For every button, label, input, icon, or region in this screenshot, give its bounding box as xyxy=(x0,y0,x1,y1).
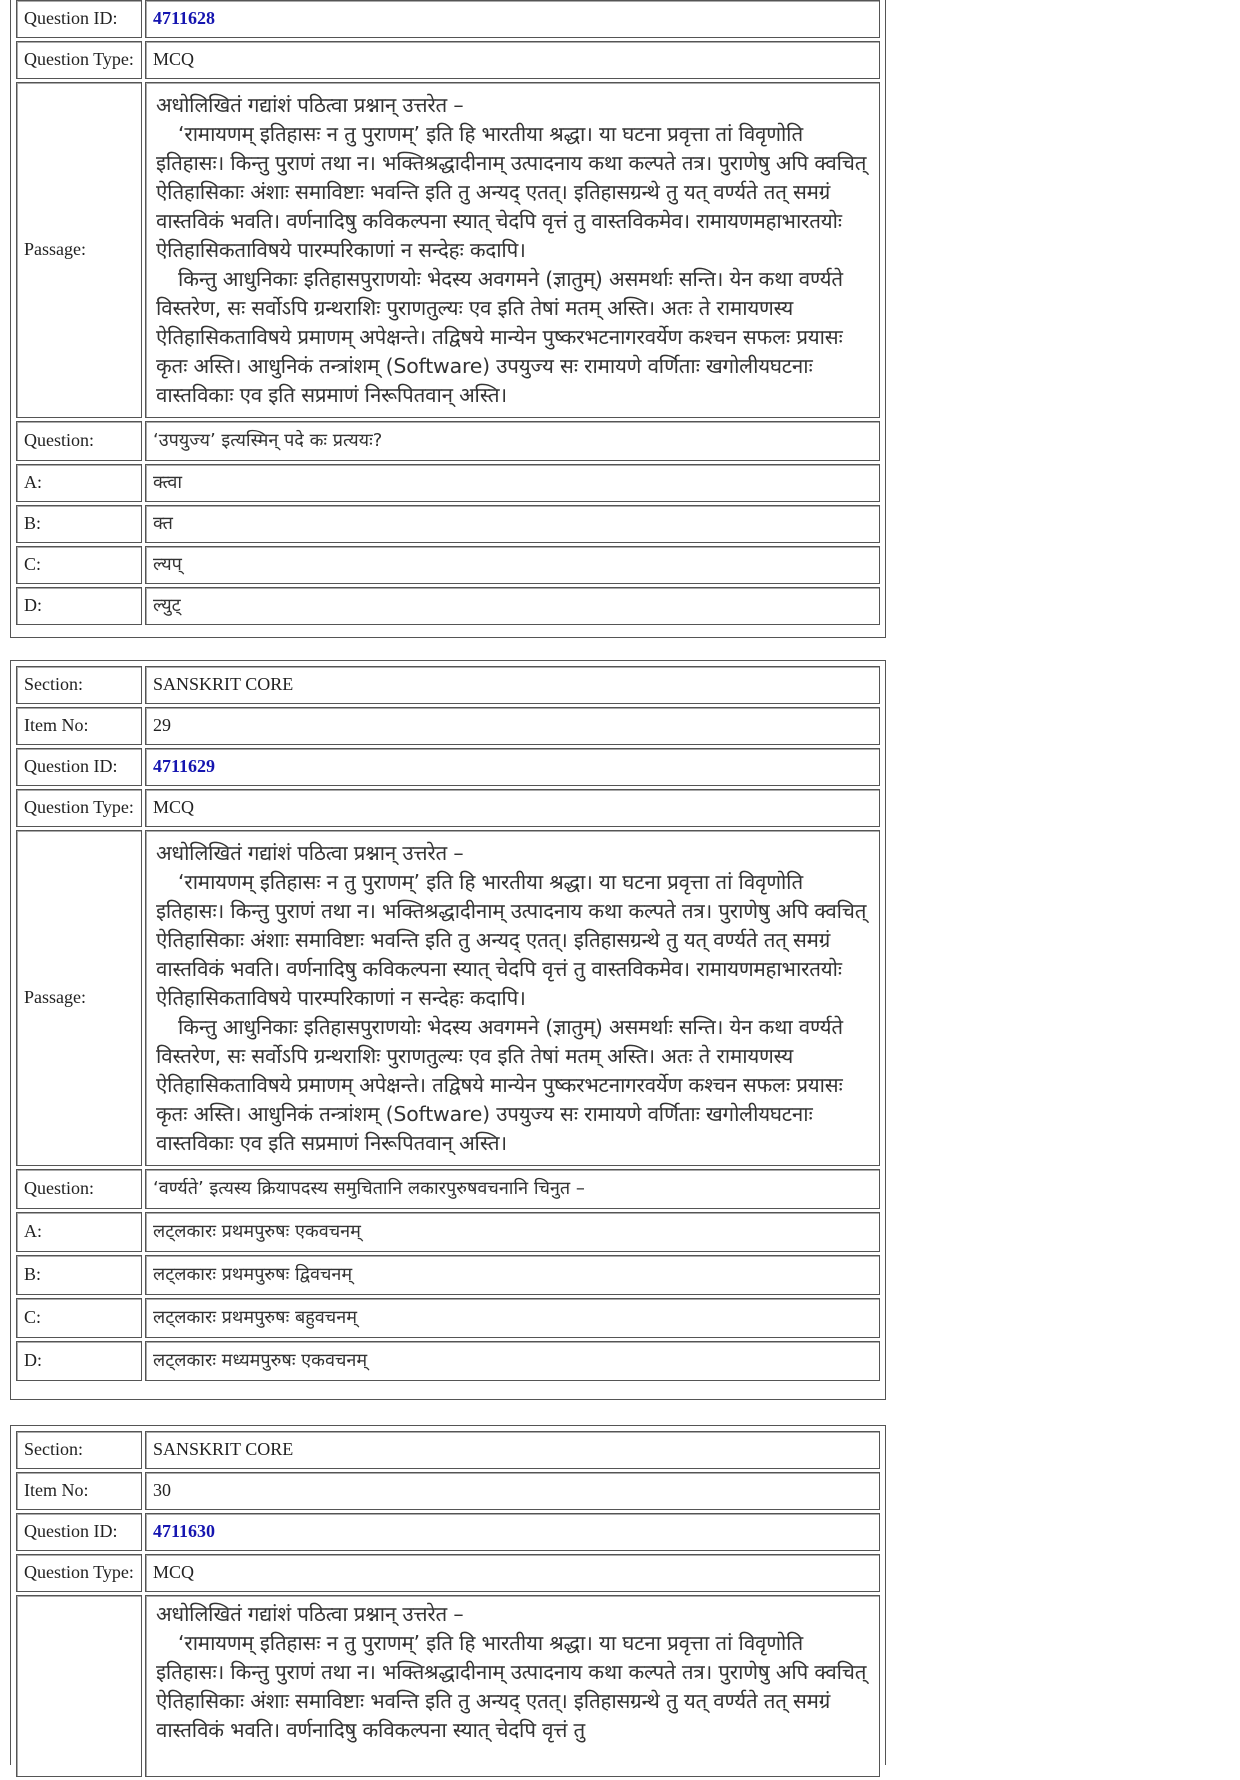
passage-row xyxy=(16,1595,880,1777)
passage-row xyxy=(16,830,880,1166)
passage-text xyxy=(156,839,871,1158)
question-id-row xyxy=(16,748,880,786)
passage-paragraph-2: किन्तु आधुनिकाः इतिहासपुराणयोः भेदस्य अवगमने (ज्ञातुम्) असमर्थाः सन्ति। येन कथा वर्ण्यते विस्तरेण, सः सर्वोऽपि ग्रन्थराशिः पुराणतुल्यः एव इति तेषां मतम् अस्ति। अतः ते रामायणस्य ऐतिहासिकताविषये प्रमाणम् अपेक्षन्ते। तद्विषये मान्येन पुष्करभटनागरवर्येण कश्चन सफलः प्रयासः कृतः अस्ति। आधुनिकं तन्त्रांशम् (Software) उपयुज्य सः रामायणे वर्णिताः खगोलीयघटनाः वास्तविकाः एव इति सप्रमाणं निरूपितवान् अस्ति। xyxy=(156,1014,843,1155)
question-type-value: MCQ xyxy=(145,1554,880,1592)
question-type-label: Question Type: xyxy=(16,1554,142,1592)
question-block-28 xyxy=(10,0,886,638)
passage-paragraph-2: किन्तु आधुनिकाः इतिहासपुराणयोः भेदस्य अवगमने (ज्ञातुम्) असमर्थाः सन्ति। येन कथा वर्ण्यते विस्तरेण, सः सर्वोऽपि ग्रन्थराशिः पुराणतुल्यः एव इति तेषां मतम् अस्ति। अतः ते रामायणस्य ऐतिहासिकताविषये प्रमाणम् अपेक्षन्ते। तद्विषये मान्येन पुष्करभटनागरवर्येण कश्चन सफलः प्रयासः कृतः अस्ति। आधुनिकं तन्त्रांशम् (Software) उपयुज्य सः रामायणे वर्णिताः खगोलीयघटनाः वास्तविकाः एव इति सप्रमाणं निरूपितवान् अस्ति। xyxy=(156,266,843,407)
option-b-text: क्त xyxy=(145,505,880,543)
item-no-value: 29 xyxy=(145,707,880,745)
question-table-30 xyxy=(13,1428,883,1780)
passage-paragraph-1: ‘रामायणम् इतिहासः न तु पुराणम्’ इति हि भारतीया श्रद्धा। या घटना प्रवृत्ता तां विवृणोति इतिहासः। किन्तु पुराणं तथा न। भक्तिश्रद्धादीनाम् उत्पादनाय कथा कल्पते तत्र। पुराणेषु अपि क्वचित् ऐतिहासिकाः अंशाः समाविष्टाः भवन्ति इति तु अन्यद् एतत्। इतिहासग्रन्थे तु यत् वर्ण्यते तत् समग्रं वास्तविकं भवति। वर्णनादिषु कविकल्पना स्यात् चेदपि वृत्तं तु xyxy=(156,1631,867,1742)
item-no-label: Item No: xyxy=(16,1472,142,1510)
option-d-row xyxy=(16,587,880,625)
question-id-label: Question ID: xyxy=(16,0,142,38)
question-type-value: MCQ xyxy=(145,789,880,827)
passage-cell xyxy=(145,1595,880,1777)
option-d-text: ल्युट् xyxy=(145,587,880,625)
option-c-text: लट्लकारः प्रथमपुरुषः बहुवचनम् xyxy=(145,1298,880,1338)
question-table-28 xyxy=(13,0,883,628)
question-type-value: MCQ xyxy=(145,41,880,79)
option-d-row xyxy=(16,1341,880,1381)
passage-paragraph-1: ‘रामायणम् इतिहासः न तु पुराणम्’ इति हि भारतीया श्रद्धा। या घटना प्रवृत्ता तां विवृणोति इतिहासः। किन्तु पुराणं तथा न। भक्तिश्रद्धादीनाम् उत्पादनाय कथा कल्पते तत्र। पुराणेषु अपि क्वचित् ऐतिहासिकाः अंशाः समाविष्टाः भवन्ति इति तु अन्यद् एतत्। इतिहासग्रन्थे तु यत् वर्ण्यते तत् समग्रं वास्तविकं भवति। वर्णनादिषु कविकल्पना स्यात् चेदपि वृत्तं तु वास्तविकमेव। रामायणमहाभारतयोः ऐतिहासिकताविषये पारम्परिकाणां न सन्देहः कदापि। xyxy=(156,869,867,1010)
item-no-label: Item No: xyxy=(16,707,142,745)
question-type-row xyxy=(16,1554,880,1592)
section-row xyxy=(16,666,880,704)
question-label: Question: xyxy=(16,1169,142,1209)
question-label: Question: xyxy=(16,421,142,461)
question-table-29 xyxy=(13,663,883,1384)
section-value: SANSKRIT CORE xyxy=(145,1431,880,1469)
question-text: ‘उपयुज्य’ इत्यस्मिन् पदे कः प्रत्ययः? xyxy=(145,421,880,461)
option-b-label: B: xyxy=(16,505,142,543)
question-row xyxy=(16,1169,880,1209)
section-label: Section: xyxy=(16,1431,142,1469)
option-a-label: A: xyxy=(16,1212,142,1252)
passage-label: Passage: xyxy=(16,82,142,418)
section-row xyxy=(16,1431,880,1469)
question-type-label: Question Type: xyxy=(16,789,142,827)
option-a-row xyxy=(16,464,880,502)
question-text: ‘वर्ण्यते’ इत्यस्य क्रियापदस्य समुचितानि लकारपुरुषवचनानि चिनुत – xyxy=(145,1169,880,1209)
passage-text xyxy=(156,91,871,410)
option-d-label: D: xyxy=(16,1341,142,1381)
passage-instruction: अधोलिखितं गद्यांशं पठित्वा प्रश्नान् उत्तरेत – xyxy=(156,1602,464,1626)
question-id-label: Question ID: xyxy=(16,748,142,786)
option-b-label: B: xyxy=(16,1255,142,1295)
question-type-row xyxy=(16,41,880,79)
section-value: SANSKRIT CORE xyxy=(145,666,880,704)
option-c-label: C: xyxy=(16,1298,142,1338)
option-a-text: लट्लकारः प्रथमपुरुषः एकवचनम् xyxy=(145,1212,880,1252)
section-label: Section: xyxy=(16,666,142,704)
option-d-label: D: xyxy=(16,587,142,625)
option-a-row xyxy=(16,1212,880,1252)
item-no-row xyxy=(16,707,880,745)
question-block-29 xyxy=(10,660,886,1400)
option-a-label: A: xyxy=(16,464,142,502)
question-row xyxy=(16,421,880,461)
passage-cell xyxy=(145,830,880,1166)
question-type-label: Question Type: xyxy=(16,41,142,79)
passage-row xyxy=(16,82,880,418)
question-block-30 xyxy=(10,1425,886,1765)
option-c-row xyxy=(16,546,880,584)
passage-cell xyxy=(145,82,880,418)
passage-label xyxy=(16,1595,142,1777)
question-id-value: 4711628 xyxy=(145,0,880,38)
passage-instruction: अधोलिखितं गद्यांशं पठित्वा प्रश्नान् उत्तरेत – xyxy=(156,840,464,865)
option-b-row xyxy=(16,1255,880,1295)
question-id-row xyxy=(16,1513,880,1551)
option-c-row xyxy=(16,1298,880,1338)
passage-label: Passage: xyxy=(16,830,142,1166)
passage-instruction: अधोलिखितं गद्यांशं पठित्वा प्रश्नान् उत्तरेत – xyxy=(156,92,464,117)
passage-paragraph-1: ‘रामायणम् इतिहासः न तु पुराणम्’ इति हि भारतीया श्रद्धा। या घटना प्रवृत्ता तां विवृणोति इतिहासः। किन्तु पुराणं तथा न। भक्तिश्रद्धादीनाम् उत्पादनाय कथा कल्पते तत्र। पुराणेषु अपि क्वचित् ऐतिहासिकाः अंशाः समाविष्टाः भवन्ति इति तु अन्यद् एतत्। इतिहासग्रन्थे तु यत् वर्ण्यते तत् समग्रं वास्तविकं भवति। वर्णनादिषु कविकल्पना स्यात् चेदपि वृत्तं तु वास्तविकमेव। रामायणमहाभारतयोः ऐतिहासिकताविषये पारम्परिकाणां न सन्देहः कदापि। xyxy=(156,121,867,262)
item-no-value: 30 xyxy=(145,1472,880,1510)
item-no-row xyxy=(16,1472,880,1510)
option-c-label: C: xyxy=(16,546,142,584)
question-id-label: Question ID: xyxy=(16,1513,142,1551)
option-b-text: लट्लकारः प्रथमपुरुषः द्विवचनम् xyxy=(145,1255,880,1295)
question-id-value: 4711629 xyxy=(145,748,880,786)
option-c-text: ल्यप् xyxy=(145,546,880,584)
question-id-value: 4711630 xyxy=(145,1513,880,1551)
question-id-row xyxy=(16,0,880,38)
question-type-row xyxy=(16,789,880,827)
option-b-row xyxy=(16,505,880,543)
option-a-text: क्त्वा xyxy=(145,464,880,502)
passage-text xyxy=(156,1600,871,1745)
option-d-text: लट्लकारः मध्यमपुरुषः एकवचनम् xyxy=(145,1341,880,1381)
